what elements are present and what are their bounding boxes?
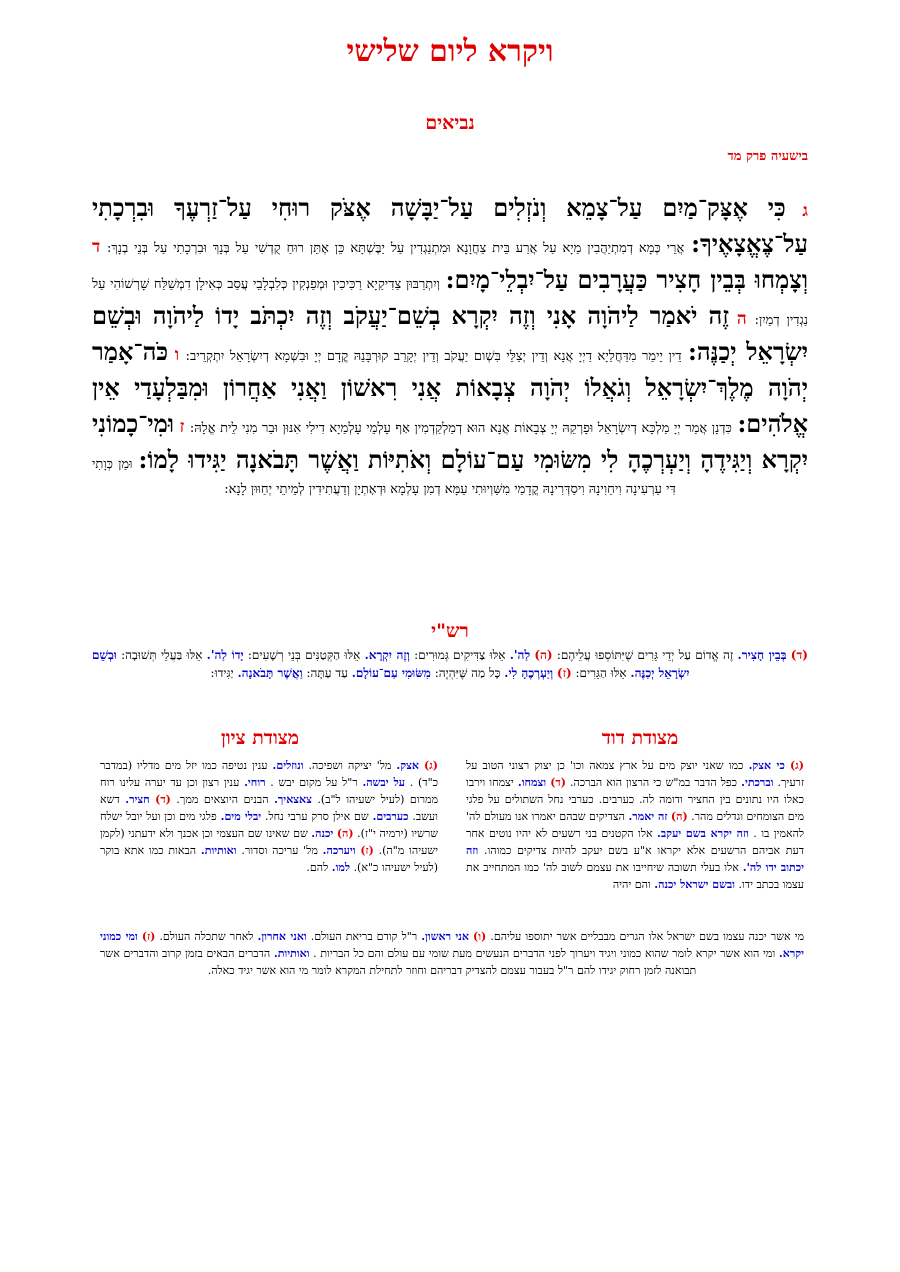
commentary-text: כָּל מַה שֶּׁיִּהְיֶה: <box>434 666 501 680</box>
verse-text: כֹּה־אָמַר יְהֹוָה מֶלֶךְ־יִשְׂרָאֵל וְגֹאֲלוֹ יְהֹוָה צְבָאוֹת אֲנִי רִאשׁוֹן וַאֲנִי אַחֲרוֹן וּמִבַּלְעָדַי אֵין אֱלֹהִים: <box>92 337 809 438</box>
metzudat-zion-title: מצודת ציון <box>220 727 300 749</box>
commentary-ref: (ד) <box>155 793 171 806</box>
commentary-text: כמו שאני יוצק מים על ארץ צמאה וכו' כן יצוק רצוני הטוב על זרעיך. <box>466 759 805 789</box>
commentary-text: מל' יציקה ושפיכה. <box>308 759 392 772</box>
dibur-hamatchil: בְּבֵין חָצִיר. <box>737 648 787 662</box>
commentary-ref: (ג) <box>789 759 804 772</box>
dibur-hamatchil: וְיַעְרְכֶהָ לִי. <box>504 666 554 680</box>
commentary-ref: (ה) <box>670 810 688 823</box>
dibur-hamatchil: וּבְשֵׁם יִשְׂרָאֵל יְכַנֶּה. <box>92 648 690 680</box>
dibur-hamatchil: ונוזלים. <box>272 759 304 772</box>
commentary-text: לאחר שתכלה העולם. <box>159 930 254 943</box>
verse-number: ג <box>802 201 808 221</box>
commentary-text: הצדיקים שבהם יאמרו אנו מעולם לה' להאמין בו . <box>466 810 805 840</box>
metzudat-zion-commentary <box>100 757 438 876</box>
commentary-text: עַד עַתָּה: <box>306 666 348 680</box>
commentary-text: אֵלּוּ הַגֵּרִים: <box>575 666 627 680</box>
chapter-heading: בישעיה פרק מד <box>727 149 808 164</box>
targum-text: וּמַן כְּוָתִי דִּי עַרְעִינָה וִיחַוִינָהּ וִיסַדְּרִינָהּ קֳדָמַי מִשַּׁוְיוּתִי עַמָּא דְמִן עָלְמָא וּדְאָתְיָן וְדַעֲתִידִין לְמֵיתֵי יְחַוּוּן לָנָא: <box>92 457 676 497</box>
commentary-ref: (ד) <box>790 648 808 662</box>
verse-text: כִּי אֶצָּק־מַיִם עַל־צָמֵא וְנֹזְלִים עַל־יַבָּשָׁה אֶצֹּק רוּחִי עַל־זַרְעֶךָ וּבִרְכָתִי עַל־צֶאֱצָאֶיךָ: <box>92 193 808 258</box>
targum-text: וְיִתְרַבּוּן צַדִיקַיָא רַכִּיכִין וּמְפַנְקִין כְּלִבְלָבֵי עֲסַב כְּאִילָן דִמְשַׁלַּח שָׁרְשׁוֹהִי עַל נַגְדִין דְמַיִן: <box>92 277 809 328</box>
commentary-text: שם אילן סרק ערבי נחל. <box>265 810 369 823</box>
commentary-text: אֵלּוּ צַדִּיקִים גְּמוּרִים: <box>414 648 506 662</box>
rashi-commentary <box>92 646 808 682</box>
commentary-text: אֵלּוּ הַקְּטַנִּים בְּנֵי רְשָׁעִים: <box>247 648 361 662</box>
verse-number: ז <box>179 417 185 437</box>
dibur-hamatchil: וצמחו. <box>517 776 547 789</box>
dibur-hamatchil: וַאֲשֶׁר תָּבֹאנָה. <box>237 666 303 680</box>
commentary-text: והם יהיה <box>612 878 651 891</box>
commentary-ref: (ז) <box>556 666 572 680</box>
metzudat-david-continued <box>100 928 804 979</box>
dibur-hamatchil: על יבשה. <box>362 776 406 789</box>
dibur-hamatchil: ובשם ישראל יכנה. <box>654 878 735 891</box>
dibur-hamatchil: יבלי מים. <box>220 810 262 823</box>
verse-number: ה <box>736 309 747 329</box>
commentary-ref: (ה) <box>336 827 354 840</box>
commentary-ref: (ד) <box>550 776 566 789</box>
section-title: נביאים <box>425 112 475 134</box>
page-title: ויקרא ליום שלישי <box>346 34 554 69</box>
commentary-text: אלו בעלי תשובה שיחייבו את עצמם לשוב לה' כמו המתחייב את עצמו בכתב ידו. <box>466 861 804 891</box>
verse-text: וְצָמְחוּ בְּבֵין חָצִיר כַּעֲרָבִים עַל־יִבְלֵי־מָיִם: <box>445 265 808 294</box>
commentary-text: מי אשר יכנה עצמו בשם ישראל אלו הגרים מבבליים אשר יתוספו עליהם. <box>490 930 805 943</box>
targum-text: אֲרֵי כְּמָא דְמִתְיַהֲבִין מַיָא עַל אֲרַע בֵּית צַחֲוָנָא וּמִתְנַגְדִין עַל יַבֶּשְׁתָּא כֵּן אֶתֵּן רוּחַ קֻדְשִׁי עַל בְּנָךְ וּבִרְכָתִי עַל בְּנֵי בְנָךְ: <box>107 241 685 256</box>
commentary-text: ר"ל על מקום יבש . <box>270 776 358 789</box>
dibur-hamatchil: חציר. <box>125 793 150 806</box>
dibur-hamatchil: ואני אחרון. <box>257 930 307 943</box>
dibur-hamatchil: למו. <box>331 861 351 874</box>
dibur-hamatchil: יכנה. <box>311 827 334 840</box>
dibur-hamatchil: ואותיות. <box>273 947 310 960</box>
dibur-hamatchil: כי אצק. <box>748 759 785 772</box>
dibur-hamatchil: כערבים. <box>372 810 409 823</box>
commentary-ref: (ז) <box>141 930 156 943</box>
targum-text: כִּדְנָן אֲמַר יְיָ מַלְכָּא דְיִשְׂרָאֵל וּפָרְקֵהּ יְיָ צְבָאוֹת אֲנָא הוּא דְמַלְקַדְמִין אַף עָלְמֵי עָלְמַיָא דִילִי אִנּוּן וּבַר מִנִי לֵית אֱלָהּ: <box>189 421 732 436</box>
dibur-hamatchil: וזה יכתוב ידו לה'. <box>466 844 805 874</box>
dibur-hamatchil: לַה'. <box>509 648 531 662</box>
commentary-text: הדברים הבאים בזמן קרוב והדברים אשר תבואנה לזמן רחוק יגידו להם ר"ל בעבור עצמם להצדיק דבריהם וחוזר לתחילת המקרא לומר מי הוא אשר יגיד כאלה. <box>100 947 697 977</box>
commentary-text: שם שאינו שם העצמי וכן אכנך ולא ידעתני (לקמן ישעיהו מ"ה). <box>100 827 438 857</box>
dibur-hamatchil: אני ראשון. <box>421 930 469 943</box>
commentary-text: ומי הוא אשר יקרא לומר שהוא כמוני ויגיד ויערוך לפני הדברים הנעשים מעת שומי עם עולם והם כל הבריות . <box>313 947 776 960</box>
commentary-ref: (ג) <box>423 759 438 772</box>
commentary-text: ענין רצון וכן עד יערה עלינו רוח ממרום (לעיל ישעיהו ל"ב). <box>100 776 439 806</box>
dibur-hamatchil: וזה יקרא בשם יעקב. <box>657 827 749 840</box>
commentary-ref: (ז) <box>360 844 374 857</box>
commentary-text: פלגי מים וכן ועל יובל ישלח שרשיו (ירמיה י"ז). <box>100 810 439 840</box>
commentary-text: דשא ועשב. <box>100 793 438 823</box>
verse-number: ד <box>92 237 101 257</box>
commentary-text: ר"ל קודם בריאת העולם. <box>310 930 418 943</box>
metzudat-david-commentary <box>466 757 804 893</box>
dibur-hamatchil: יָדוֹ לַה'. <box>206 648 244 662</box>
dibur-hamatchil: ואותיות. <box>200 844 237 857</box>
verses-paragraph <box>92 190 808 500</box>
metzudat-david-title: מצודת דוד <box>601 727 679 749</box>
commentary-ref: (ה) <box>534 648 553 662</box>
commentary-text: ענין נטיפה כמו יזל מים מדליו (במדבר כ"ד) . <box>100 759 439 789</box>
dibur-hamatchil: מִשּׂוּמִי עַם־עוֹלָם. <box>351 666 431 680</box>
commentary-text: מל' עריכה וסדור. <box>241 844 318 857</box>
dibur-hamatchil: זה יאמר. <box>628 810 668 823</box>
commentary-text: הבנים היוצאים ממך. <box>176 793 269 806</box>
dibur-hamatchil: ומי כמוני יקרא. <box>100 930 804 960</box>
commentary-text: יַגִּידוּ: <box>210 666 234 680</box>
dibur-hamatchil: רוחי. <box>244 776 266 789</box>
targum-text: דֵין יֵימַר מִדַּחֲלַיָא דַיְיָ אֲנָא וְדֵין יְצַלֵּי בִּשְׁום יַעֲקֹב וְדֵין יְקָרֵב קוּרְבָּנֵהּ קֳדָם יְיָ וּבִשְׁמָא דְיִשְׂרָאֵל יִתְקְרֵיב: <box>185 349 682 364</box>
rashi-title: רש"י <box>431 620 469 642</box>
verse-text: וּמִי־כָמוֹנִי יִקְרָא וְיַגִּידֶהָ וְיַעְרְכֶהָ לִי מִשּׂוּמִי עַם־עוֹלָם וְאֹתִיּוֹת וַאֲשֶׁר תָּבֹאנָה יַגִּידוּ לָמוֹ: <box>92 409 808 474</box>
verse-text: זֶה יֹאמַר לַיהֹוָה אָנִי וְזֶה יִקְרָא בְשֵׁם־יַעֲקֹב וְזֶה יִכְתֹּב יָדוֹ לַיהֹוָה וּבְשֵׁם יִשְׂרָאֵל יְכַנֶּה: <box>92 301 809 366</box>
commentary-text: אלו הקטנים בני רשעים לא יהיו נוטים אחר דעת אביהם הרשעים אלא יקראו א"ע בשם יעקב להיות צדיקים כמוהו. <box>466 827 804 857</box>
commentary-text: הבאות כמו אתא בוקר (לעיל ישעיהו כ"א). <box>100 844 438 874</box>
dibur-hamatchil: ויערכה. <box>322 844 356 857</box>
dibur-hamatchil: וְזֶה יִקְרָא. <box>364 648 410 662</box>
dibur-hamatchil: צאצאיך. <box>274 793 312 806</box>
commentary-text: אֵלּוּ בַּעֲלֵי תְּשׁוּבָה: <box>121 648 203 662</box>
commentary-text: זֶה אֱדוֹם עַל יְדֵי גֵּרִים שֶׁיִּתּוֹסְפוּ עֲלֵיהֶם: <box>556 648 734 662</box>
dibur-hamatchil: וברכתי. <box>741 776 774 789</box>
commentary-text: להם. <box>306 861 329 874</box>
main-text <box>92 190 808 500</box>
commentary-text: כפל הדבר במ"ש כי הרצון הוא הברכה. <box>569 776 738 789</box>
dibur-hamatchil: אצק. <box>396 759 419 772</box>
verse-number: ו <box>174 345 180 365</box>
commentary-text: יצמחו וירבו כאלו היו נתונים בין החציר ודומה לה. כערבים. כערבי נחל השתולים על פלגי מים הצומחים וגדלים מהר. <box>466 776 804 823</box>
commentary-ref: (ו) <box>473 930 487 943</box>
